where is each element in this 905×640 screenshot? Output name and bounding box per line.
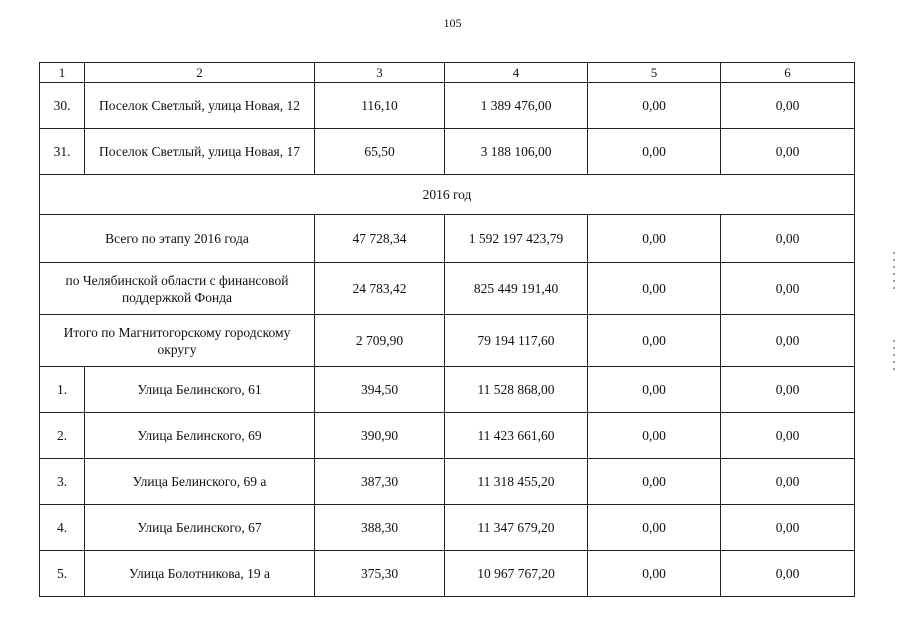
summary-row <box>40 315 855 367</box>
value-cell: 0,00 <box>721 459 855 505</box>
value-cell: 0,00 <box>721 263 855 315</box>
value-cell: 65,50 <box>315 129 445 175</box>
value-cell: 1 592 197 423,79 <box>445 215 588 263</box>
column-header: 2 <box>85 63 315 83</box>
value-cell: 3 188 106,00 <box>445 129 588 175</box>
row-number: 5. <box>40 551 85 597</box>
page-number: 105 <box>443 16 462 30</box>
year-label: 2016 год <box>40 175 855 215</box>
value-cell: 2 709,90 <box>315 315 445 367</box>
value-cell: 11 318 455,20 <box>445 459 588 505</box>
table-row <box>40 129 855 175</box>
value-cell: 0,00 <box>588 505 721 551</box>
row-number: 30. <box>40 83 85 129</box>
value-cell: 0,00 <box>588 129 721 175</box>
value-cell: 0,00 <box>721 215 855 263</box>
table-row <box>40 83 855 129</box>
table-row <box>40 551 855 597</box>
data-table <box>39 62 855 597</box>
value-cell: 0,00 <box>588 413 721 459</box>
value-cell: 10 967 767,20 <box>445 551 588 597</box>
row-number: 2. <box>40 413 85 459</box>
value-cell: 0,00 <box>588 263 721 315</box>
table-row <box>40 459 855 505</box>
value-cell: 0,00 <box>721 129 855 175</box>
value-cell: 0,00 <box>721 413 855 459</box>
summary-label: по Челябинской области с финансовой поддержкой Фонда <box>40 263 315 315</box>
value-cell: 0,00 <box>721 83 855 129</box>
value-cell: 11 347 679,20 <box>445 505 588 551</box>
table-row <box>40 367 855 413</box>
value-cell: 0,00 <box>588 367 721 413</box>
row-number: 3. <box>40 459 85 505</box>
value-cell: 0,00 <box>721 367 855 413</box>
value-cell: 79 194 117,60 <box>445 315 588 367</box>
value-cell: 0,00 <box>588 215 721 263</box>
value-cell: 0,00 <box>721 315 855 367</box>
column-header: 6 <box>721 63 855 83</box>
address-cell: Улица Белинского, 69 а <box>85 459 315 505</box>
address-cell: Улица Белинского, 67 <box>85 505 315 551</box>
column-header: 3 <box>315 63 445 83</box>
address-cell: Улица Белинского, 69 <box>85 413 315 459</box>
row-number: 1. <box>40 367 85 413</box>
value-cell: 375,30 <box>315 551 445 597</box>
column-header: 1 <box>40 63 85 83</box>
column-header: 5 <box>588 63 721 83</box>
value-cell: 11 528 868,00 <box>445 367 588 413</box>
value-cell: 47 728,34 <box>315 215 445 263</box>
value-cell: 1 389 476,00 <box>445 83 588 129</box>
scan-artifact <box>893 252 895 292</box>
value-cell: 388,30 <box>315 505 445 551</box>
address-cell: Улица Болотникова, 19 а <box>85 551 315 597</box>
row-number: 31. <box>40 129 85 175</box>
value-cell: 116,10 <box>315 83 445 129</box>
address-cell: Улица Белинского, 61 <box>85 367 315 413</box>
value-cell: 394,50 <box>315 367 445 413</box>
scan-artifact <box>893 340 895 370</box>
value-cell: 0,00 <box>721 505 855 551</box>
value-cell: 825 449 191,40 <box>445 263 588 315</box>
row-number: 4. <box>40 505 85 551</box>
value-cell: 0,00 <box>588 459 721 505</box>
header-row <box>40 63 855 83</box>
value-cell: 0,00 <box>721 551 855 597</box>
summary-label: Итого по Магнитогорскому городскому округу <box>40 315 315 367</box>
value-cell: 24 783,42 <box>315 263 445 315</box>
year-row <box>40 175 855 215</box>
value-cell: 0,00 <box>588 551 721 597</box>
value-cell: 390,90 <box>315 413 445 459</box>
value-cell: 0,00 <box>588 315 721 367</box>
value-cell: 0,00 <box>588 83 721 129</box>
summary-row <box>40 263 855 315</box>
table-row <box>40 413 855 459</box>
summary-row <box>40 215 855 263</box>
table-row <box>40 505 855 551</box>
address-cell: Поселок Светлый, улица Новая, 12 <box>85 83 315 129</box>
address-cell: Поселок Светлый, улица Новая, 17 <box>85 129 315 175</box>
summary-label: Всего по этапу 2016 года <box>40 215 315 263</box>
column-header: 4 <box>445 63 588 83</box>
value-cell: 11 423 661,60 <box>445 413 588 459</box>
value-cell: 387,30 <box>315 459 445 505</box>
